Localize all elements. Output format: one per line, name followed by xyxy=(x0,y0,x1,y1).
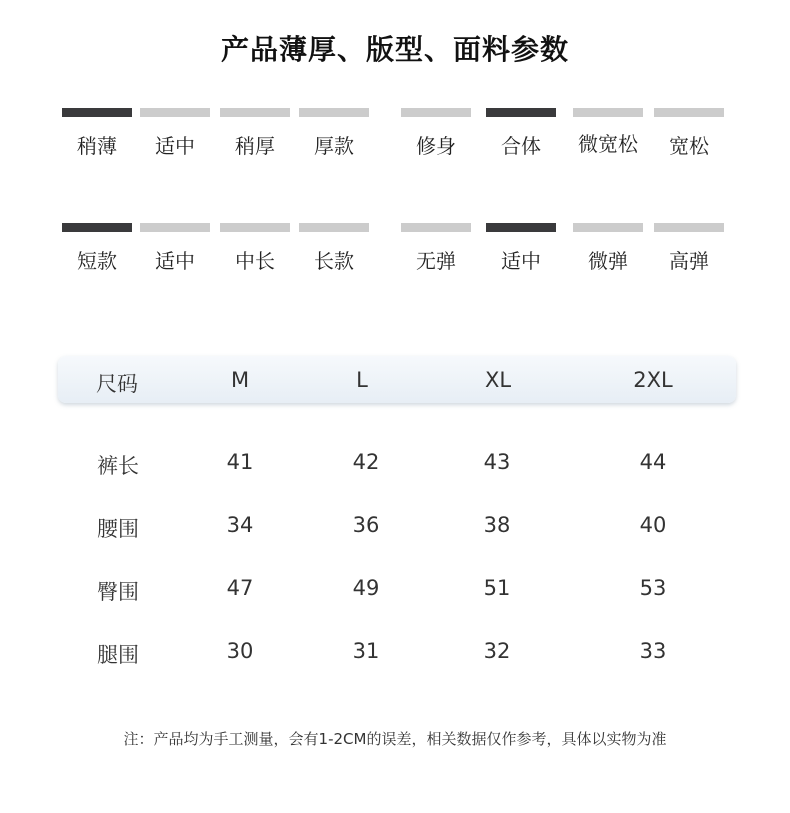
table-cell: 40 xyxy=(639,513,667,537)
stretch-option-2 xyxy=(573,223,643,273)
header-size-2xl: 2XL xyxy=(633,368,673,392)
scale-bar xyxy=(401,108,471,117)
option-label: 高弹 xyxy=(669,249,709,273)
scale-bar xyxy=(220,108,290,117)
scale-bar xyxy=(62,223,132,232)
option-label: 无弹 xyxy=(416,249,456,273)
option-label: 适中 xyxy=(501,249,541,273)
page-title: 产品薄厚、版型、面料参数 xyxy=(220,33,569,66)
row-label: 腿围 xyxy=(97,643,139,667)
stretch-option-0 xyxy=(401,223,471,273)
header-size-xl: XL xyxy=(484,368,512,392)
fit-option-2 xyxy=(573,108,643,156)
table-cell: 41 xyxy=(226,450,254,474)
table-cell: 44 xyxy=(639,450,667,474)
table-cell: 42 xyxy=(352,450,380,474)
table-cell: 49 xyxy=(352,576,380,600)
stretch-option-1 xyxy=(486,223,556,273)
size-table-header xyxy=(58,356,736,403)
scale-bar xyxy=(299,223,369,232)
option-label: 长款 xyxy=(314,249,354,273)
length-option-2 xyxy=(220,223,290,273)
option-label: 短款 xyxy=(77,249,117,273)
table-cell: 51 xyxy=(483,576,511,600)
option-label: 稍厚 xyxy=(235,134,275,158)
header-size-m: M xyxy=(230,368,250,392)
option-label: 宽松 xyxy=(669,134,709,158)
fit-option-1 xyxy=(486,108,556,158)
scale-bar xyxy=(486,223,556,232)
scale-bar xyxy=(654,223,724,232)
table-cell: 32 xyxy=(483,639,511,663)
table-cell: 30 xyxy=(226,639,254,663)
fit-option-3 xyxy=(654,108,724,158)
thickness-option-3 xyxy=(299,108,369,158)
option-label: 厚款 xyxy=(314,134,354,158)
table-cell: 36 xyxy=(352,513,380,537)
option-label: 合体 xyxy=(501,134,541,158)
option-label: 中长 xyxy=(235,249,275,273)
option-label: 修身 xyxy=(416,134,456,158)
row-label: 腰围 xyxy=(97,517,139,541)
scale-bar xyxy=(573,223,643,232)
table-cell: 34 xyxy=(226,513,254,537)
table-cell: 53 xyxy=(639,576,667,600)
scale-bar xyxy=(573,108,643,117)
table-cell: 31 xyxy=(352,639,380,663)
length-option-0 xyxy=(62,223,132,273)
table-cell: 43 xyxy=(483,450,511,474)
option-label: 微宽松 xyxy=(578,132,638,156)
scale-bar xyxy=(140,223,210,232)
table-cell: 33 xyxy=(639,639,667,663)
scale-bar xyxy=(140,108,210,117)
thickness-option-1 xyxy=(140,108,210,158)
thickness-option-2 xyxy=(220,108,290,158)
scale-bar xyxy=(62,108,132,117)
scale-bar xyxy=(486,108,556,117)
row-label: 裤长 xyxy=(97,454,139,478)
option-label: 微弹 xyxy=(588,249,628,273)
table-cell: 47 xyxy=(226,576,254,600)
scale-bar xyxy=(220,223,290,232)
fit-option-0 xyxy=(401,108,471,158)
header-size-l: L xyxy=(356,368,368,392)
header-size-label: 尺码 xyxy=(96,372,138,396)
measurement-note: 注：产品均为手工测量，会有1-2CM的误差，相关数据仅作参考，具体以实物为准 xyxy=(123,730,667,748)
scale-bar xyxy=(401,223,471,232)
stretch-option-3 xyxy=(654,223,724,273)
option-label: 适中 xyxy=(155,249,195,273)
scale-bar xyxy=(299,108,369,117)
option-label: 适中 xyxy=(155,134,195,158)
length-option-1 xyxy=(140,223,210,273)
option-label: 稍薄 xyxy=(77,134,117,158)
table-cell: 38 xyxy=(483,513,511,537)
row-label: 臀围 xyxy=(97,580,139,604)
length-option-3 xyxy=(299,223,369,273)
scale-bar xyxy=(654,108,724,117)
thickness-option-0 xyxy=(62,108,132,158)
